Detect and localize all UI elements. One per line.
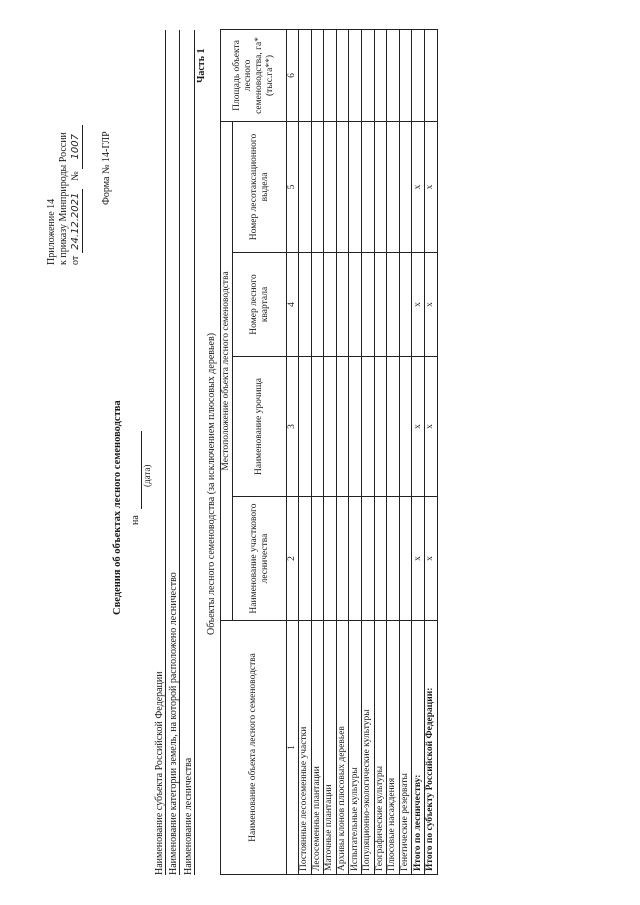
table-cell xyxy=(311,253,324,357)
row-label: Маточные плантации xyxy=(324,621,337,875)
row-label: Географические культуры xyxy=(374,621,387,875)
total-row-forestry xyxy=(412,29,425,874)
table-cell xyxy=(387,357,400,497)
table-row xyxy=(349,29,362,874)
table-cell xyxy=(374,121,387,252)
subject-label: Наименование субъекта Российской Федерации xyxy=(154,671,165,875)
row-label: Архивы клонов плюсовых деревьев xyxy=(336,621,349,875)
table-cell xyxy=(374,253,387,357)
table-cell xyxy=(336,121,349,252)
table-cell xyxy=(387,253,400,357)
date-prefix-na: на xyxy=(130,515,141,525)
table-cell xyxy=(324,497,337,621)
table-cell xyxy=(424,29,437,121)
table-row xyxy=(311,29,324,874)
date-caption: (дата) xyxy=(142,464,152,487)
table-cell xyxy=(336,497,349,621)
header-location: Местоположение объекта лесного семеноводства xyxy=(221,121,233,620)
forestry-label: Наименование лесничества xyxy=(183,757,194,875)
table-cell xyxy=(361,497,374,621)
table-cell xyxy=(412,29,425,121)
column-number-row xyxy=(287,29,299,874)
form-code: Форма № 14-ГЛР xyxy=(101,131,112,205)
table-cell: x xyxy=(412,121,425,252)
table-cell xyxy=(374,497,387,621)
col-number: 3 xyxy=(287,357,299,497)
table-cell xyxy=(299,253,312,357)
table-cell xyxy=(336,357,349,497)
total-row-subject xyxy=(424,29,437,874)
table-row xyxy=(387,29,400,874)
table-cell xyxy=(349,29,362,121)
header-tract: Наименование урочища xyxy=(233,357,287,497)
table-cell: x xyxy=(424,121,437,252)
table-cell: x xyxy=(424,357,437,497)
table-cell xyxy=(387,121,400,252)
order-date: 24.12.2021 xyxy=(70,189,83,253)
row-label: Плюсовые насаждения xyxy=(387,621,400,875)
table-cell xyxy=(336,253,349,357)
table-cell xyxy=(324,121,337,252)
table-cell xyxy=(361,121,374,252)
col-number: 1 xyxy=(287,621,299,875)
row-label: Испытательные культуры xyxy=(349,621,362,875)
table-caption: Объекты лесного семеноводства (за исключением плюсовых деревьев) xyxy=(206,332,217,635)
table-cell xyxy=(374,357,387,497)
header-district: Наименование участкового лесничества xyxy=(233,497,287,621)
table-cell: x xyxy=(424,253,437,357)
header-quarter: Номер лесного квартала xyxy=(233,253,287,357)
order-date-line xyxy=(70,125,83,265)
header-object-name: Наименование объекта лесного семеноводства xyxy=(221,621,287,875)
forestry-underline xyxy=(194,30,195,875)
objects-table xyxy=(220,29,438,875)
table-cell xyxy=(349,253,362,357)
table-row xyxy=(374,29,387,874)
header-area: Площадь объекта лесного семеноводства, га*(тыс.га**) xyxy=(221,29,287,121)
row-label: Популяционно-экологические культуры xyxy=(361,621,374,875)
table-cell xyxy=(311,497,324,621)
col-number: 4 xyxy=(287,253,299,357)
table-cell xyxy=(311,29,324,121)
col-number: 5 xyxy=(287,121,299,252)
table-cell xyxy=(311,121,324,252)
document-title: Сведения об объектах лесного семеноводства xyxy=(112,400,123,615)
table-cell xyxy=(361,29,374,121)
date-prefix: от xyxy=(70,255,81,265)
table-row xyxy=(299,29,312,874)
col-number: 2 xyxy=(287,497,299,621)
appendix-label: Приложение 14 xyxy=(46,198,57,265)
table-row xyxy=(361,29,374,874)
table-cell xyxy=(349,357,362,497)
table-cell xyxy=(399,253,412,357)
row-label: Генетические резерваты xyxy=(399,621,412,875)
table-cell xyxy=(361,253,374,357)
row-label: Итого по лесничеству: xyxy=(412,621,425,875)
number-prefix: № xyxy=(70,171,81,181)
land-category-underline xyxy=(179,30,180,875)
table-cell xyxy=(361,357,374,497)
row-label: Лесосеменные плантации xyxy=(311,621,324,875)
row-label: Итого по субъекту Российской Федерации: xyxy=(424,621,437,875)
col-number: 6 xyxy=(287,29,299,121)
order-number: 1007 xyxy=(70,125,83,169)
table-cell xyxy=(387,29,400,121)
table-cell xyxy=(399,497,412,621)
table-cell: x xyxy=(424,497,437,621)
land-category-label: Наименование категории земель, на которой расположено лесничество xyxy=(168,572,179,875)
table-cell xyxy=(349,497,362,621)
table-cell xyxy=(299,29,312,121)
table-cell xyxy=(399,121,412,252)
header-compartment: Номер лесотаксационного выдела xyxy=(233,121,287,252)
table-cell: x xyxy=(412,357,425,497)
table-row xyxy=(336,29,349,874)
row-label: Постоянные лесосеменные участки xyxy=(299,621,312,875)
table-cell xyxy=(399,357,412,497)
table-cell xyxy=(336,29,349,121)
table-cell xyxy=(374,29,387,121)
table-cell xyxy=(387,497,400,621)
table-cell xyxy=(299,357,312,497)
table-row xyxy=(324,29,337,874)
subject-underline xyxy=(165,30,166,875)
table-row xyxy=(399,29,412,874)
table-cell: x xyxy=(412,253,425,357)
table-cell xyxy=(349,121,362,252)
table-cell xyxy=(399,29,412,121)
table-cell xyxy=(324,253,337,357)
table-cell xyxy=(324,29,337,121)
order-line: к приказу Минприроды России xyxy=(58,132,69,265)
table-cell xyxy=(324,357,337,497)
table-cell xyxy=(299,497,312,621)
table-cell xyxy=(299,121,312,252)
part-label: Часть 1 xyxy=(196,48,207,83)
table-cell: x xyxy=(412,497,425,621)
table-cell xyxy=(311,357,324,497)
